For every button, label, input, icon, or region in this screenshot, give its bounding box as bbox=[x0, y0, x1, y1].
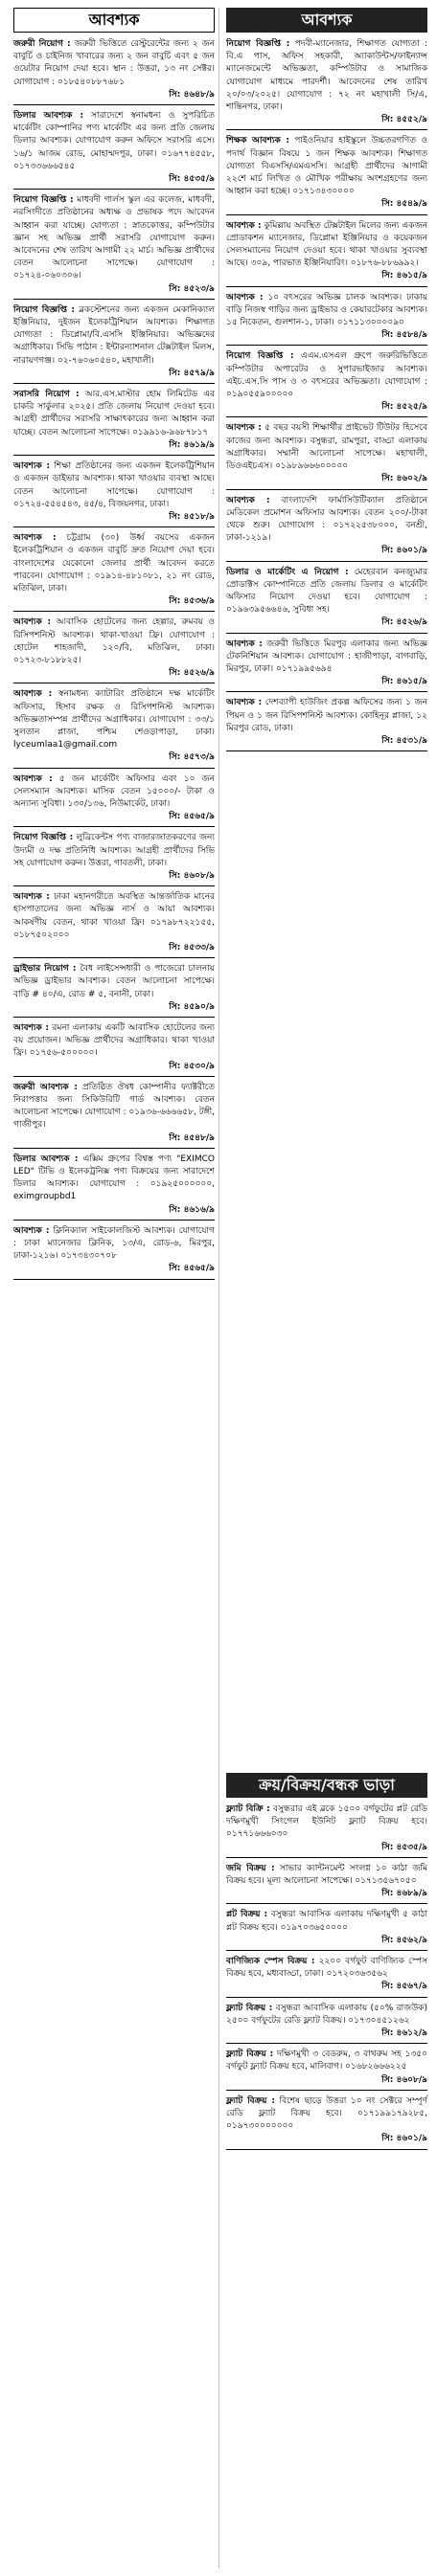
ad-heading: আবশ্যক : bbox=[226, 495, 270, 505]
sale-ads-list bbox=[226, 1802, 427, 2150]
ad-heading: নিয়োগ বিজ্ঞপ্তি : bbox=[13, 304, 75, 315]
classified-ad bbox=[226, 1907, 427, 1951]
classified-ad bbox=[13, 302, 215, 384]
ad-heading: সরাসরি নিয়োগ : bbox=[13, 390, 80, 400]
ad-body: পাইওনিয়ার হাইস্কুলে উচ্চতরগণিত ও পদার্থ বিজ্ঞান বিষয়ে ১ জন শিক্ষক আবশ্যক। শিক্ষাগত যোগ্যতা বিএসসি/এমএসসি। আগ্রহী প্রার্থীদের আগামী ২২শে মার্চ লিখিত ও মৌখিক পরীক্ষায় অংশগ্রহণের জন্য আহ্বান করা হচ্ছে। ০১৭১৩৪৩০০০০ bbox=[226, 136, 427, 197]
ad-body: ২২০০ বর্গফুট বাণিজ্যিক স্পেস বিক্রয় হবে, মধ্যবাড্ডা, ঢাকা। ০১৭২০৩৬৩৫৬২ bbox=[226, 1957, 428, 1980]
classified-ad bbox=[13, 1152, 215, 1221]
classified-ad bbox=[13, 387, 215, 456]
classified-ad bbox=[226, 36, 427, 130]
classified-ad bbox=[226, 2001, 427, 2045]
ad-code: সি: ৪৫৬৫/৯ bbox=[13, 1263, 215, 1279]
ad-code: সি: ৪৫৯০/৯ bbox=[13, 1001, 215, 1018]
ad-heading: প্লট বিক্রয় : bbox=[226, 1910, 268, 1920]
ad-body: ব্লকস্টেশনের জন্য একজন মেকানিক্যাল ইঞ্জিনিয়ার, দুইজন ইলেকট্রিশিয়ান আবশ্যক। শিক্ষাগত যোগ্যতা : ডিপ্লোমা/বি.এসসি ইঞ্জিনিয়ার। অভিজ্ঞদের অগ্রাধিকার। সিভি পাঠান : ইন্টারন্যাশনাল টেক্সটাইল মিলস, নারায়ণগঞ্জ। ০২-৭৬০৬০৫৪০, মহাখালী। bbox=[13, 304, 215, 366]
ad-heading: আবশ্যক : bbox=[226, 638, 263, 649]
ad-code: সি: ৪৫৩০/৯ bbox=[13, 1061, 215, 1077]
ad-code: সি: ৪৬১৬/৯ bbox=[13, 1204, 215, 1221]
ad-heading: ফ্ল্যাট বিক্রয় : bbox=[226, 2003, 273, 2013]
ad-body: প্রতিষ্ঠিত ঔষধ কোম্পানীর ফ্যাক্টরীতে নিরাপত্তার জন্য সিকিউরিটি গার্ড আবশ্যক। বেতন আলোচনা সাপেক্ষে। যোগাযোগ : ০১৯৩৬-৬৬৬৬৫৮, টঙ্গী, গাজীপুর। bbox=[13, 1082, 216, 1131]
ad-body: আবাসিক হোটেলের জন্য হেল্পার, রুমবয় ও রিসিপশনিস্ট আবশ্যক। থাকা-খাওয়া ফ্রি। যোগাযোগ : হোটেল শাহজাদী, ১২০/বি, মতিঝিল, ঢাকা। ০১৭২৩-৮১৮৮২৫। bbox=[13, 617, 215, 665]
ad-code: সি: ৪৫৩৫/৯ bbox=[226, 1842, 427, 1858]
ad-body: দেশব্যাপী হাউজিং প্রকল্প অফিসের জন্য ১ জন পিয়ন ও ১ জন রিসিপশনিস্ট আবশ্যক। কোহিনূর প্লাজা, ১২ মিরপুর রোড, ঢাকা। bbox=[226, 698, 427, 733]
ad-heading: ডিলার ও মার্কেটিং এ নিয়োগ : bbox=[226, 567, 349, 577]
ad-body: বসুন্ধরার এই ব্লকে ১৫০০ বর্গফুটের প্লট রেডি দক্ষিণমুখী সিংগেল ইউনিট ফ্ল্যাট বিক্রয় হবে। ০১৭৭১৬৬৬০৩০ bbox=[226, 1804, 427, 1840]
ad-code: সি: ৪৫৭৩/৯ bbox=[13, 751, 215, 768]
ad-body: বাংলাদেশি ফার্মাসিউটিক্যাল প্রতিষ্ঠানে মেডিকেল প্রমোশন অফিসার আবশ্যক। বেতন ২০০/-টাকা থেকে শুরু। যোগাযোগ : ০১৭২২৫৩৮০০০, বনশ্রী, ঢাকা-১২১৯। bbox=[226, 495, 427, 544]
classified-ad bbox=[13, 108, 215, 190]
classified-ad bbox=[13, 1223, 215, 1280]
ad-code: সি: ৪৫২৬/৯ bbox=[13, 667, 215, 683]
ad-body: মাধবদী গার্লস স্কুল এর কলেজ, মাধবদী, নরসিংদীতে প্রতিষ্ঠানের অধ্যক্ষ ও প্রভাষক পদে আবেদন আহ্বান করা যাচ্ছে। যোগ্যতা : স্নাতকোত্তর, কম্পিউটার জ্ঞান সহ অভিজ্ঞ প্রার্থী সরাসরি যোগাযোগ করুন। আবেদনের শেষ তারিখ আগামী ২২ মার্চ। অভিজ্ঞ প্রার্থীদের বেতন আলোচনা সাপেক্ষে। যোগাযোগ : ০১৭২৪-০৬০৩০৬। bbox=[13, 195, 215, 281]
ad-heading: নিয়োগ বিজ্ঞপ্তি : bbox=[13, 195, 74, 206]
ad-code: সি: ৪৬০৮/৯ bbox=[226, 2074, 427, 2091]
ad-code: সি: ৪৫৭৯/৯ bbox=[13, 368, 215, 384]
ad-body: রমনা এলাকায় একটি আবাসিক হোটেলের জন্য বয় প্রয়োজন। অভিজ্ঞ প্রার্থীদের অগ্রাধিকার। থাকা খাওয়া ফ্রি। ০১৭৫৬-৫০০০০০। bbox=[13, 1023, 215, 1059]
ad-body: বসুন্ধরা আবাসিক এলাকায় দক্ষিণমুখী ৫ কাঠা প্লট বিক্রয় হবে। ০১৯৭০৩৬৫০০০০ bbox=[226, 1910, 427, 1933]
ad-code: সি: ৪৬১২/৯ bbox=[226, 2027, 427, 2044]
ad-heading: আবশ্যক : bbox=[13, 773, 53, 784]
classified-ad bbox=[226, 493, 427, 562]
ad-body: জরুরী ভিত্তিতে রেস্টুরেন্টের জন্য ২ জন বাবুর্চি ও চাইনিজ খাবারের জন্য ২ জন বাবুর্চি এবং ৫ জন ওয়েটার নিয়োগ দেয়া হবে। স্থান : উত্তরা, ১৩ নং সেক্টর। যোগাযোগ : ০১৮৫৪০৮৮৭৬৮১ bbox=[13, 39, 215, 87]
ad-heading: আবশ্যক : bbox=[13, 1225, 50, 1236]
ad-heading: জরুরী আবশ্যক : bbox=[13, 1082, 78, 1092]
ad-code: সি: ৪৫৬৭/৯ bbox=[226, 1981, 427, 1997]
classified-ad bbox=[226, 1802, 427, 1858]
column-divider bbox=[218, 8, 219, 2568]
ad-body: এক্সিম গ্রুপের বিশ্বস্ত পণ্য "EXIMCO LED" টিভি ও ইলেকট্রনিক্স পণ্য বিক্রয়ের জন্য সারাদেশে ডিলার আবশ্যক। যোগাযোগ : ০১৯২৫০০০০০০, eximgroupbd1 bbox=[13, 1154, 215, 1202]
left-column bbox=[13, 8, 215, 1283]
ad-code: সি: ৪৫৩১/৯ bbox=[226, 735, 427, 751]
ad-heading: আবশ্যক : bbox=[226, 698, 263, 708]
ad-body: কুমিল্লায় অবস্থিত টেক্সটাইল মিলের জন্য একজন প্রোডাকশন ম্যানেজার, ডিপ্লোমা ইঞ্জিনিয়ার ও কয়েকজন সেলসম্যানের নিয়োগ দেওয়া হবে। থাকা খাওয়ার সুব্যবস্থা আছে। ৩০৯, পারভাত ইঞ্জিনিয়ারিং। ০১৮৭৬-৮৮৬৯৯২। bbox=[226, 220, 427, 269]
sale-section-header: ক্রয়/বিক্রয়/বন্ধক ভাড়া bbox=[226, 1773, 427, 1798]
classified-ad bbox=[226, 133, 427, 214]
ad-code: সি: ৪৬০১/৯ bbox=[226, 545, 427, 561]
ad-heading: আবশ্যক : bbox=[13, 892, 50, 903]
right-column bbox=[226, 8, 427, 754]
ad-heading: আবশ্যক : bbox=[13, 533, 57, 544]
classified-ad bbox=[226, 290, 427, 347]
ad-body: ক্লিনিক্যাল সাইকোলজিস্ট আবশ্যক। যোগাযোগ : ঢাকা ম্যানেজার ক্লিনিক, ১৩/এ, রোড-৬, মিরপুর, ঢাকা-১২১৬। ০১৭৩৪৩০৭০৮ bbox=[13, 1225, 215, 1262]
classified-ad bbox=[13, 686, 215, 768]
ad-body: স্বনামধন্য ক্যাটারিং প্রতিষ্ঠানে দক্ষ মার্কেটিং অফিসার, হিসাব রক্ষক ও রিসিপশনিস্ট আবশ্যক। অভিজ্ঞতাসম্পন্ন প্রার্থীদের অগ্রাধিকার। যোগাযোগ : ৩৩/১ সুলতান প্লাজা, পশ্চিম শেওড়াপাড়া, ঢাকা। lyceumlaa1@gmail.com bbox=[13, 689, 215, 750]
classified-ad bbox=[13, 1020, 215, 1077]
ad-body: চট্টগ্রাম (৩০) উর্ধ্ব বয়সের একজন ইলেকট্রিশিয়ান ও একজন বাবুর্চি দ্রুত নিয়োগ দেয়া হবে। বাংলাদেশের যেকোনো জেলার প্রার্থী আবেদন করতে পারবেন। যোগাযোগ : ০১৯১৪-৪৮১০৮১, ২১ নং রোড, মতিঝিল, ঢাকা। bbox=[13, 533, 215, 594]
classified-ad bbox=[226, 565, 427, 634]
classified-ad bbox=[226, 420, 427, 489]
right-ads-list bbox=[226, 36, 427, 751]
ad-heading: আবশ্যক : bbox=[13, 461, 50, 472]
classified-ad bbox=[13, 830, 215, 886]
ad-heading: আবশ্যক : bbox=[13, 689, 53, 700]
ad-body: বিশেষ ছাড়ে উত্তরা ১০ নং সেক্টরে সম্পূর্ণ রেডি ফ্ল্যাট বিক্রয় হবে। ০১৭১৯৯১৭৯২৮৫, ০১৯৭৩০০০০০০০ bbox=[226, 2095, 427, 2132]
classified-ad bbox=[13, 36, 215, 105]
ad-heading: নিয়োগ বিজ্ঞপ্তি : bbox=[13, 833, 74, 843]
ad-code: সি: ৪৫৩৩/৯ bbox=[13, 942, 215, 958]
classified-ad bbox=[226, 348, 427, 417]
ad-heading: আবশ্যক : bbox=[13, 1023, 49, 1034]
ad-code: সি: ৪৬১৯/৯ bbox=[13, 439, 215, 456]
ad-heading: ডিলার আবশ্যক : bbox=[13, 1154, 79, 1164]
ad-heading: ফ্ল্যাট বিক্রয় : bbox=[226, 2095, 275, 2106]
classified-ad bbox=[13, 615, 215, 683]
ad-body: ঢাকা মহানগরীতে অবস্থিত আন্তর্জাতিক মানের হাসপাতালের জন্য অভিজ্ঞ নার্স ও আয়া আবশ্যক। আকর্ষণীয় বেতন, থাকা খাওয়া ফ্রি। ০১৭৯৮৭২২১৫৫, ০১৮৭৫০২০০০ bbox=[13, 892, 215, 940]
ad-heading: নিয়োগ বিজ্ঞপ্তি : bbox=[226, 39, 290, 49]
ad-code: সি: ৪৫২৫/৯ bbox=[226, 401, 427, 417]
classified-ad bbox=[13, 889, 215, 958]
classified-ad bbox=[226, 1861, 427, 1905]
classified-ad bbox=[226, 1954, 427, 1998]
ad-body: বসুন্ধরা আবাসিক এলাকায় (৫০% রাজউক) ২৫০০ বর্গফুটের রেডি ফ্ল্যাট বিক্রয়। ০১৭৩০৪৫১২৬২ bbox=[226, 2003, 428, 2026]
ad-body: শিক্ষা প্রতিষ্ঠানের জন্য একজন ইলেকট্রিশিয়ান ও একজন ডাইভার আবশ্যক। থাকা খাওয়ার ব্যবস্থা আছে। বেতন আলোচনা সাপেক্ষে। যোগাযোগ : ০১৭২৪-৫৫৪৫৪৩, ৪৫/৪, বিজয়নগর, ঢাকা। bbox=[13, 461, 215, 509]
left-ads-list bbox=[13, 36, 215, 1280]
ad-body: সারাদেশে স্বনামধন্য ও সুপরিচিত মার্কেটিং কোম্পানির পণ্য মার্কেটিং এর জন্য প্রতি জেলায় ডিলার আবশ্যক। যোগাযোগ করুন অফিসে সরাসরি এসে। ১৬/১ আজম রোড, মোহাম্মদপুর, ঢাকা। ০১৬৭৭৪৫৫৮, ০১৭৩৩৬৬৬৫৪৫ bbox=[13, 111, 215, 171]
classified-ad bbox=[226, 218, 427, 287]
classified-ad bbox=[13, 192, 215, 300]
classified-ad bbox=[226, 2047, 427, 2091]
classified-ad bbox=[13, 459, 215, 527]
ad-code: সি: ৪৫২৬/৯ bbox=[226, 616, 427, 633]
classified-ad bbox=[13, 530, 215, 612]
ad-code: সি: ৪৬৮৯/৯ bbox=[226, 1888, 427, 1904]
ad-body: ১০ বৎসরের অভিজ্ঞ চালক আবশ্যক। ঢাকায় বাড়ি নিজস্ব গাড়ির জন্য ড্রাইভার ও কেয়ারটেকার আবশ্যক। ১৫ নিকেতন, গুলশান-১, ঢাকা। ০১৭১১৩০০০০৯০ bbox=[226, 292, 427, 328]
ad-body: ৫ বছর বয়সী শিক্ষার্থীর প্রাইভেট টিউটর হিসেবে কাজের জন্য আবশ্যক। বসুন্ধরা, রামপুরা, বাড্ডা এলাকায় অগ্রাধিকার। সম্মানী আলোচনা সাপেক্ষে। মহাখালী, ডিওএইচএস। ০১৯৮৯৬৬৬০০০০০ bbox=[226, 423, 427, 472]
ad-heading: শিক্ষক আবশ্যক : bbox=[226, 136, 289, 146]
ad-heading: আবশ্যক : bbox=[226, 423, 262, 434]
ad-code: সি: ৪৫৪৯/৯ bbox=[226, 198, 427, 214]
classified-ad bbox=[13, 772, 215, 828]
ad-code: সি: ৪৬০২/৯ bbox=[226, 473, 427, 489]
ad-heading: ফ্ল্যাট বিক্রয় : bbox=[226, 2050, 274, 2060]
ad-code: সি: ৪৫৫২/৯ bbox=[226, 114, 427, 130]
ad-body: বৈধ লাইসেন্সধারী ও পাজেরো চালনায় অভিজ্ঞ ড্রাইভার আবশ্যক। বেতন আলোচনা সাপেক্ষে। বাড়ি # ৪০/এ, রোড # ৫, বনানী, ঢাকা। bbox=[13, 964, 215, 999]
ad-code: সি: ৪৫২৩/৯ bbox=[13, 283, 215, 300]
ad-heading: আবশ্যক : bbox=[13, 617, 52, 628]
classified-ad bbox=[13, 1080, 215, 1149]
sale-section bbox=[226, 1773, 427, 2153]
ad-code: সি: ৪৬১৫/৯ bbox=[226, 270, 427, 286]
ad-heading: নিয়োগ বিজ্ঞপ্তি : bbox=[226, 351, 294, 362]
ad-heading: বাণিজ্যিক স্পেস বিক্রয় : bbox=[226, 1957, 315, 1967]
ad-heading: ড্রাইভার নিয়োগ : bbox=[13, 964, 77, 974]
ad-body: মেহেরবান কনজ্যুমার প্রোডাক্টস কোম্পানিতে প্রতি জেলায় ডিলার ও মার্কেটিং অফিসার নিয়োগ দেওয়া হবে। যোগাযোগ : ০১৯৬৩৯৫৬৬৪৬, সুবিধা সহ। bbox=[226, 567, 427, 616]
ad-code: সি: ৪৬০৮/৯ bbox=[13, 870, 215, 886]
ad-body: সাভার ক্যান্টনমেন্ট সংলগ্ন ১০ কাঠা জমি বিক্রয় হবে। মূল্য আলোচনা সাপেক্ষে। ০১৭১৩৫৬৭০৫০ bbox=[226, 1863, 427, 1887]
ad-heading: ফ্ল্যাট বিক্রি : bbox=[226, 1804, 270, 1814]
classified-ad bbox=[226, 637, 427, 693]
ad-body: দক্ষিণমুখী ৩ বেডরুম, ৩ বাথরুম সহ ১৩৫০ বর্গফুট ফ্ল্যাট বিক্রয় হবে, মালিবাগ। ০১৬৮২৬৬৬২২৫ bbox=[226, 2050, 427, 2072]
ad-heading: ডিলার আবশ্যক : bbox=[13, 111, 84, 122]
ad-code: সি: ৪৬৪৮/৯ bbox=[13, 89, 215, 105]
ad-heading: আবশ্যক : bbox=[226, 220, 262, 231]
left-section-header: আবশ্যক bbox=[13, 8, 215, 33]
ad-code: সি: ৪৫১৮/৯ bbox=[13, 511, 215, 527]
ad-body: লুব্রিকেন্টস পণ্য বাজারজাতকরণের জন্য উদ্যমী ও দক্ষ প্রতিনিধি আবশ্যক। আগ্রহী প্রার্থীদের সিভি সহ যোগাযোগ করুন। উত্তরা, গাবতলী, ঢাকা। bbox=[13, 833, 215, 868]
ad-code: সি: ৪৫৬৫/৯ bbox=[13, 811, 215, 827]
ad-body: আর.এস.মাস্টার হোম লিমিটেড এর চাকরি সার্কুলার ২০২৫। প্রতি জেলায় নিয়োগ দেওয়া হবে। আগ্রহী প্রার্থীদের সরাসরি সাক্ষাৎকারের জন্য আহ্বান করা যাচ্ছে। বেতন আলোচনা সাপেক্ষে। ০১৯৯১৬-৯৬৮৭৮১৭ bbox=[13, 390, 215, 437]
ad-body: এএম.এসএল গ্রুপে জরুরিভিত্তিতে কম্পিউটার অপারেটর ও সুপারভাইজার আবশ্যক। এইচ.এস.সি পাস ও ৩ বৎসরের অভিজ্ঞতা। যোগাযোগ : ০১৯০৫৫৯০০০০০ bbox=[226, 351, 427, 400]
ad-heading: আবশ্যক : bbox=[226, 292, 264, 302]
ad-code: সি: ৪৫৪৮/৯ bbox=[13, 1132, 215, 1149]
ad-code: সি: ৪৬০১/৯ bbox=[226, 2133, 427, 2149]
ad-code: সি: ৪৬১৫/৯ bbox=[226, 676, 427, 692]
ad-heading: জরুরী নিয়োগ : bbox=[13, 39, 71, 49]
ad-body: পদবী-ম্যানেজার, শিক্ষাগত যোগ্যতা : বি.এ পাস, অফিস সহকারী, অ্যাকাউন্টস/ফাইন্যান্স ম্যানেজমেন্টে অভিজ্ঞতা, কম্পিউটার ও সামাজিক যোগাযোগ মাধ্যমে পারদর্শী। আবেদনের শেষ তারিখ ২০/০৩/২০২৫। যোগাযোগ : ৭২ নং মহাখালী সি/এ, শান্তিনগর, ঢাকা। bbox=[226, 39, 427, 113]
ad-code: সি: ৪৫৮৪/৯ bbox=[226, 329, 427, 346]
classified-ad bbox=[13, 961, 215, 1018]
ad-heading: জমি বিক্রয় : bbox=[226, 1863, 275, 1873]
classified-ad bbox=[226, 2094, 427, 2150]
ad-body: জরুরী ভিত্তিতে মিরপুর এলাকার জন্য অভিজ্ঞ টেকনিশিয়ান আবশ্যক। যোগাযোগ : হাজীপাড়া, বাগবাড়ি, মিরপুর, ঢাকা। ০১৭১৯৯৫৬৯৪ bbox=[226, 638, 427, 674]
ad-code: সি: ৪৫৩৫/৯ bbox=[13, 173, 215, 190]
ad-code: সি: ৪৫৬২/৯ bbox=[226, 1935, 427, 1951]
ad-body: ৫ জন মার্কেটিং অফিসার এবং ১০ জন সেলসম্যান আবশ্যক। মাসিক বেতন ১৫০০০/- টাকা ও অন্যান্য সুবিধা। ১৩০/১৩৬, নিউমার্কেট, ঢাকা। bbox=[13, 773, 215, 809]
right-section-header: আবশ্যক bbox=[226, 8, 427, 33]
classified-ad bbox=[226, 695, 427, 751]
ad-code: সি: ৪৫৩৬/৯ bbox=[13, 595, 215, 612]
